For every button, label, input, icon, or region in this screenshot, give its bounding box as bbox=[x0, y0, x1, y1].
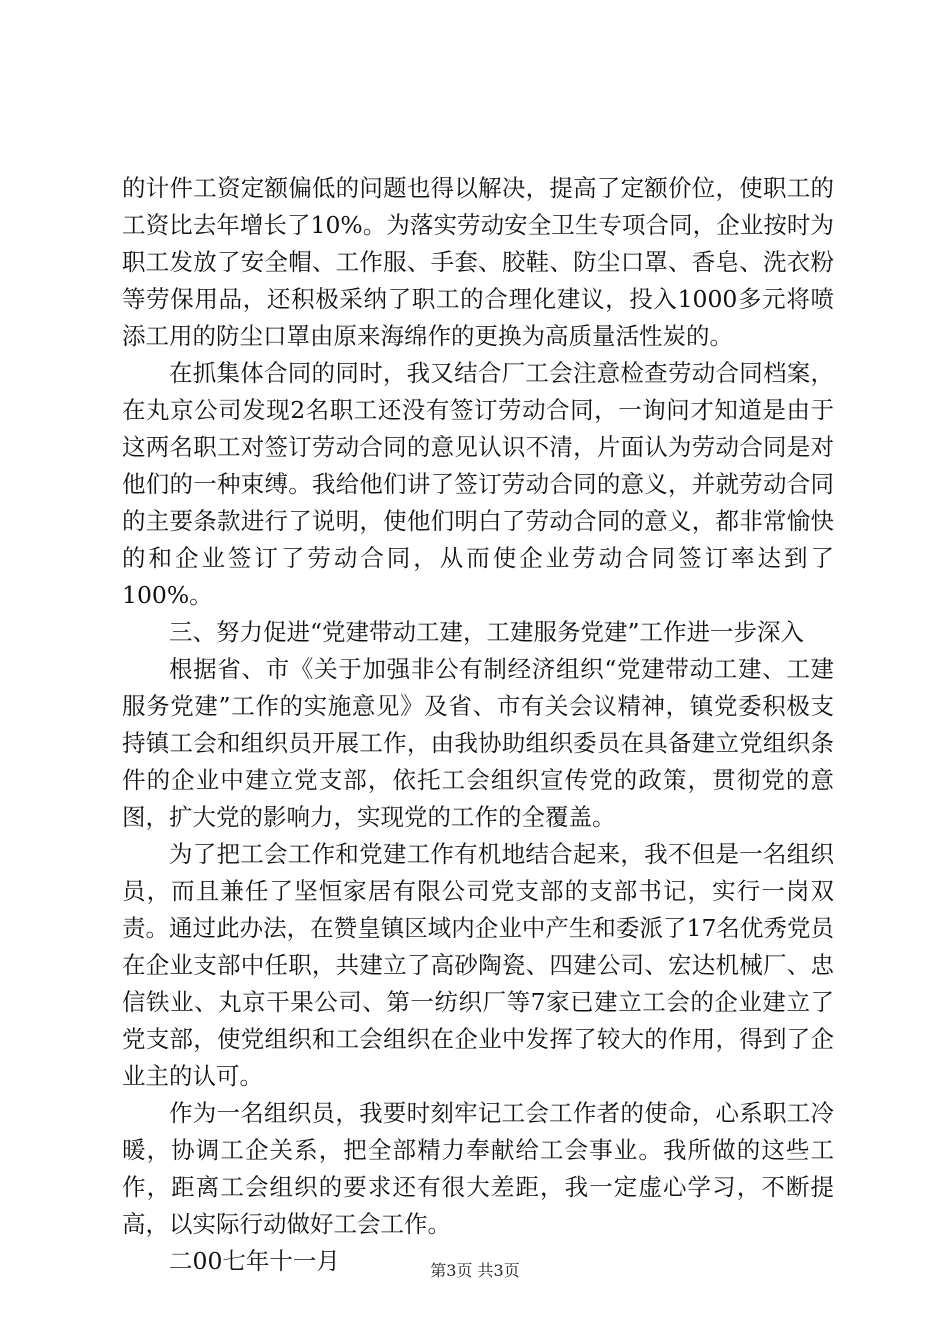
paragraph-labor-contract: 在抓集体合同的同时，我又结合厂工会注意检查劳动合同档案，在丸京公司发现2名职工还没有签订劳动合同，一询问才知道是由于这两名职工对签订劳动合同的意见认识不清，片面认为劳动合同是对他们的一种束缚。我给他们讲了签订劳动合同的意义，并就劳动合同的主要条款进行了说明，使他们明白了劳动合同的意义，都非常愉快的和企业签订了劳动合同，从而使企业劳动合同签订率达到了100%。 bbox=[122, 359, 834, 609]
paragraph-conclusion: 作为一名组织员，我要时刻牢记工会工作者的使命，心系职工冷暖，协调工企关系，把全部精力奉献给工会事业。我所做的这些工作，距离工会组织的要求还有很大差距，我一定虚心学习，不断提高，以实际行动做好工会工作。 bbox=[122, 1099, 834, 1238]
section-heading-party-building: 三、努力促进“党建带动工建，工建服务党建”工作进一步深入 bbox=[169, 618, 805, 646]
paragraph-wage-safety: 的计件工资定额偏低的问题也得以解决，提高了定额价位，使职工的工资比去年增长了10%。为落实劳动安全卫生专项合同，企业按时为职工发放了安全帽、工作服、手套、胶鞋、防尘口罩、香皂、洗衣粉等劳保用品，还积极采纳了职工的合理化建议，投入1000多元将喷添工用的防尘口罩由原来海绵作的更换为高质量活性炭的。 bbox=[122, 174, 834, 350]
paragraph-party-branch-setup: 根据省、市《关于加强非公有制经济组织“党建带动工建、工建服务党建”工作的实施意见》及省、市有关会议精神，镇党委积极支持镇工会和组织员开展工作，由我协助组织委员在具备建立党组织条件的企业中建立党支部，依托工会组织宣传党的政策，贯彻党的意图，扩大党的影响力，实现党的工作的全覆盖。 bbox=[122, 655, 834, 831]
document-body bbox=[122, 170, 834, 1280]
document-date: 二00七年十一月 bbox=[169, 1247, 340, 1275]
paragraph-organizer-role: 为了把工会工作和党建工作有机地结合起来，我不但是一名组织员，而且兼任了坚恒家居有限公司党支部的支部书记，实行一岗双责。通过此办法，在赞皇镇区域内企业中产生和委派了17名优秀党员在企业支部中任职，共建立了高砂陶瓷、四建公司、宏达机械厂、忠信铁业、丸京干果公司、第一纺织厂等7家已建立工会的企业建立了党支部，使党组织和工会组织在企业中发挥了较大的作用，得到了企业主的认可。 bbox=[122, 840, 834, 1090]
page-number-footer: 第3页 共3页 bbox=[430, 1261, 520, 1280]
